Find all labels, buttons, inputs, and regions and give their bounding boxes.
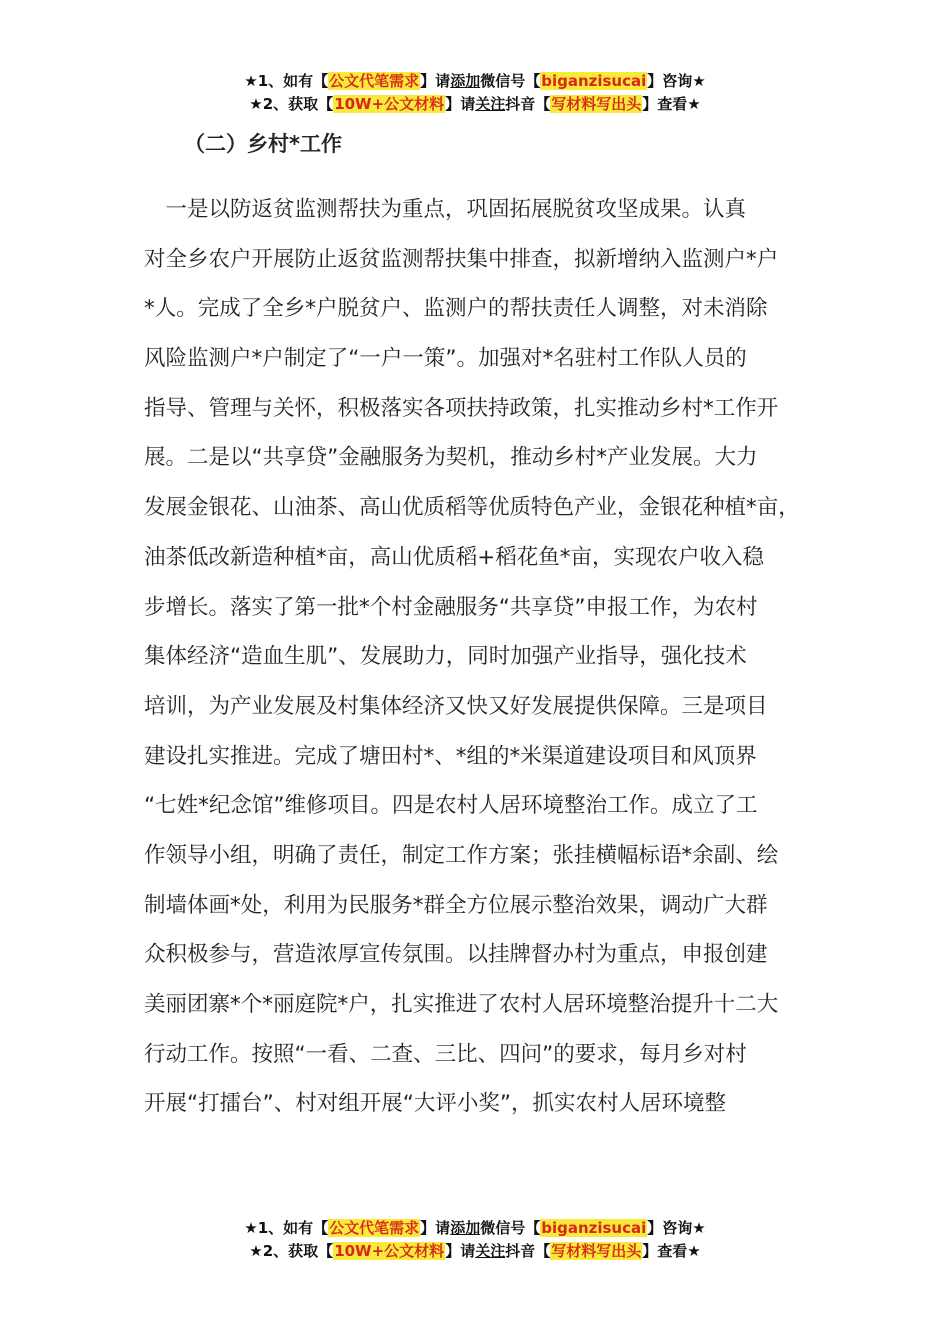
promo-text: 抖音【 xyxy=(505,1242,551,1260)
promo-highlight: 10W+公文材料 xyxy=(334,95,445,113)
promo-douyin-account: 写材料写出头 xyxy=(551,95,642,113)
promo-underlined: 添加 xyxy=(450,1219,481,1237)
promo-text: 】请 xyxy=(445,1242,476,1260)
paragraph-line: 对全乡农户开展防止返贫监测帮扶集中排查，拟新增纳入监测户*户 xyxy=(144,246,779,272)
promo-text: ★2、获取【 xyxy=(249,95,334,113)
promo-text: 抖音【 xyxy=(505,95,551,113)
paragraph-line: *人。完成了全乡*户脱贫户、监测户的帮扶责任人调整，对未消除 xyxy=(144,296,768,322)
promo-highlight: 公文代笔需求 xyxy=(329,1219,420,1237)
paragraph-line: 油茶低改新造种植*亩，高山优质稻+稻花鱼*亩，实现农户收入稳 xyxy=(144,544,765,570)
promo-underlined: 关注 xyxy=(475,95,506,113)
promo-line-2 xyxy=(0,1240,950,1263)
body-paragraph xyxy=(144,185,844,1129)
paragraph-line: 制墙体画*处，利用为民服务*群全方位展示整治效果，调动广大群 xyxy=(144,892,768,918)
paragraph-line: 步增长。落实了第一批*个村金融服务“共享贷”申报工作，为农村 xyxy=(144,594,758,620)
paragraph-line: 开展“打擂台”、村对组开展“大评小奖”，抓实农村人居环境整 xyxy=(144,1091,727,1117)
promo-highlight: 公文代笔需求 xyxy=(329,72,420,90)
promo-text: 】咨询★ xyxy=(647,72,706,90)
paragraph-line: 作领导小组，明确了责任，制定工作方案；张挂横幅标语*余副、绘 xyxy=(144,842,779,868)
paragraph-line: 发展金银花、山油茶、高山优质稻等优质特色产业，金银花种植*亩， xyxy=(144,495,800,521)
promo-underlined: 添加 xyxy=(450,72,481,90)
promo-text: 微信号【 xyxy=(480,72,541,90)
paragraph-line: 众积极参与，营造浓厚宣传氛围。以挂牌督办村为重点，申报创建 xyxy=(144,942,768,968)
promo-line-1 xyxy=(0,70,950,93)
promo-text: ★2、获取【 xyxy=(249,1242,334,1260)
paragraph-line: 培训，为产业发展及村集体经济又快又好发展提供保障。三是项目 xyxy=(144,693,768,719)
top-promo-banner xyxy=(0,70,950,116)
promo-text: 】请 xyxy=(445,95,476,113)
paragraph-line: 展。二是以“共享贷”金融服务为契机，推动乡村*产业发展。大力 xyxy=(144,445,758,471)
promo-line-2 xyxy=(0,93,950,116)
promo-wechat-id: biganzisucai xyxy=(541,72,647,90)
paragraph-line: 一是以防返贫监测帮扶为重点，巩固拓展脱贫攻坚成果。认真 xyxy=(144,197,747,222)
promo-highlight: 10W+公文材料 xyxy=(334,1242,445,1260)
promo-text: ★1、如有【 xyxy=(244,72,329,90)
paragraph-line: 行动工作。按照“一看、二查、三比、四问”的要求，每月乡对村 xyxy=(144,1041,747,1067)
promo-text: 微信号【 xyxy=(480,1219,541,1237)
section-heading: （二）乡村*工作 xyxy=(184,132,342,156)
paragraph-line: “七姓*纪念馆”维修项目。四是农村人居环境整治工作。成立了工 xyxy=(144,793,758,819)
promo-line-1 xyxy=(0,1217,950,1240)
promo-douyin-account: 写材料写出头 xyxy=(551,1242,642,1260)
promo-underlined: 关注 xyxy=(475,1242,506,1260)
bottom-promo-banner xyxy=(0,1217,950,1263)
paragraph-line: 建设扎实推进。完成了塘田村*、*组的*米渠道建设项目和风顶界 xyxy=(144,743,757,769)
promo-wechat-id: biganzisucai xyxy=(541,1219,647,1237)
promo-text: ★1、如有【 xyxy=(244,1219,329,1237)
promo-text: 】查看★ xyxy=(642,1242,701,1260)
paragraph-line: 指导、管理与关怀，积极落实各项扶持政策，扎实推动乡村*工作开 xyxy=(144,395,779,421)
paragraph-line: 风险监测户*户制定了“一户一策”。加强对*名驻村工作队人员的 xyxy=(144,346,747,372)
paragraph-line: 集体经济“造血生肌”、发展助力，同时加强产业指导，强化技术 xyxy=(144,644,747,670)
paragraph-line: 美丽团寨*个*丽庭院*户，扎实推进了农村人居环境整治提升十二大 xyxy=(144,992,779,1017)
promo-text: 】咨询★ xyxy=(647,1219,706,1237)
promo-text: 】请 xyxy=(420,1219,451,1237)
promo-text: 】请 xyxy=(420,72,451,90)
promo-text: 】查看★ xyxy=(642,95,701,113)
